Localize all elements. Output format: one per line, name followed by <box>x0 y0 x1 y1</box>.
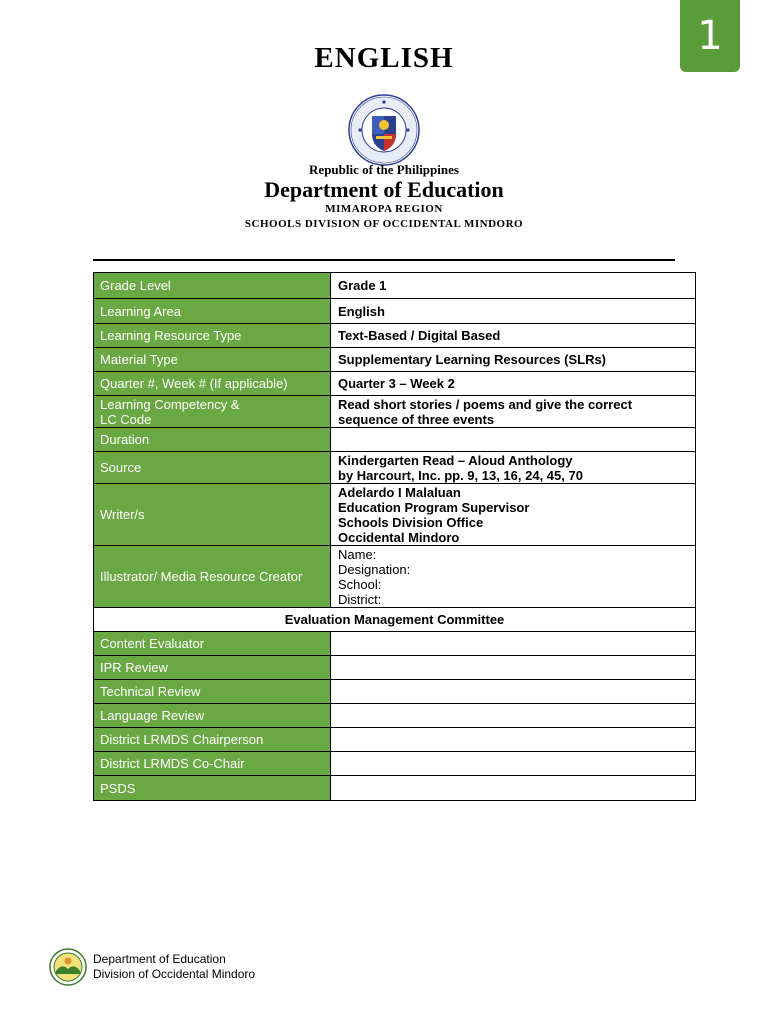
learning-area-value: English <box>331 299 696 324</box>
writers-value <box>331 484 696 546</box>
committee-role-label: District LRMDS Co-Chair <box>94 752 331 776</box>
source-value-line: Kindergarten Read – Aloud Anthology <box>338 452 573 468</box>
table-row <box>94 752 696 776</box>
committee-role-value <box>331 656 696 680</box>
material-type-value: Supplementary Learning Resources (SLRs) <box>331 348 696 372</box>
illustrator-designation-field: Designation: <box>338 561 411 577</box>
table-row <box>94 656 696 680</box>
document-title: ENGLISH <box>314 42 454 74</box>
table-row <box>94 608 696 632</box>
region-heading: MIMAROPA REGION <box>325 203 443 215</box>
table-row <box>94 324 696 348</box>
table-row <box>94 348 696 372</box>
writer-name: Adelardo I Malaluan <box>338 484 461 500</box>
writer-designation: Education Program Supervisor <box>338 499 530 515</box>
competency-value-line: sequence of three events <box>338 411 495 427</box>
department-heading: Department of Education <box>264 177 504 202</box>
source-label: Source <box>94 452 331 484</box>
writer-office: Schools Division Office <box>338 514 484 530</box>
illustrator-school-field: School: <box>338 576 382 592</box>
illustrator-district-field: District: <box>338 591 382 607</box>
competency-label-line: Learning Competency & <box>100 396 240 412</box>
illustrator-name-field: Name: <box>338 546 377 562</box>
committee-role-label: Technical Review <box>94 680 331 704</box>
illustrator-value <box>331 546 696 608</box>
quarter-week-label: Quarter #, Week # (If applicable) <box>94 372 331 396</box>
committee-role-label: District LRMDS Chairperson <box>94 728 331 752</box>
writers-label: Writer/s <box>94 484 331 546</box>
committee-role-label: Content Evaluator <box>94 632 331 656</box>
table-row <box>94 546 696 608</box>
table-row <box>94 299 696 324</box>
footer-department: Department of Education <box>93 952 226 966</box>
table-row <box>94 484 696 546</box>
committee-role-value <box>331 752 696 776</box>
table-row <box>94 273 696 299</box>
quarter-week-value: Quarter 3 – Week 2 <box>331 372 696 396</box>
committee-role-value <box>331 680 696 704</box>
duration-value <box>331 428 696 452</box>
committee-role-label: Language Review <box>94 704 331 728</box>
table-row <box>94 728 696 752</box>
competency-value-line: Read short stories / poems and give the correct <box>338 396 633 412</box>
header-divider <box>93 259 675 261</box>
republic-heading: Republic of the Philippines <box>309 162 459 177</box>
table-row <box>94 680 696 704</box>
table-row <box>94 428 696 452</box>
source-value <box>331 452 696 484</box>
committee-role-label: IPR Review <box>94 656 331 680</box>
committee-role-value <box>331 728 696 752</box>
division-logo-icon <box>49 948 87 986</box>
table-row <box>94 632 696 656</box>
committee-role-label: PSDS <box>94 776 331 801</box>
division-heading: SCHOOLS DIVISION OF OCCIDENTAL MINDORO <box>244 218 524 230</box>
competency-label <box>94 396 331 428</box>
material-type-label: Material Type <box>94 348 331 372</box>
grade-level-label: Grade Level <box>94 273 331 299</box>
learning-area-label: Learning Area <box>94 299 331 324</box>
resource-type-label: Learning Resource Type <box>94 324 331 348</box>
committee-role-value <box>331 704 696 728</box>
duration-label: Duration <box>94 428 331 452</box>
resource-info-table <box>93 272 696 801</box>
grade-level-value: Grade 1 <box>331 273 696 299</box>
resource-type-value: Text-Based / Digital Based <box>331 324 696 348</box>
page-number-badge: 1 <box>680 0 740 72</box>
committee-role-value <box>331 632 696 656</box>
committee-heading: Evaluation Management Committee <box>94 608 696 632</box>
footer-division: Division of Occidental Mindoro <box>93 967 256 981</box>
writer-location: Occidental Mindoro <box>338 529 460 545</box>
table-row <box>94 372 696 396</box>
table-row <box>94 396 696 428</box>
committee-role-value <box>331 776 696 801</box>
competency-label-line: LC Code <box>100 411 152 427</box>
source-value-line: by Harcourt, Inc. pp. 9, 13, 16, 24, 45, 70 <box>338 467 583 483</box>
table-row <box>94 776 696 801</box>
table-row <box>94 704 696 728</box>
table-row <box>94 452 696 484</box>
competency-value <box>331 396 696 428</box>
illustrator-label: Illustrator/ Media Resource Creator <box>94 546 331 608</box>
deped-seal-icon <box>348 94 420 166</box>
